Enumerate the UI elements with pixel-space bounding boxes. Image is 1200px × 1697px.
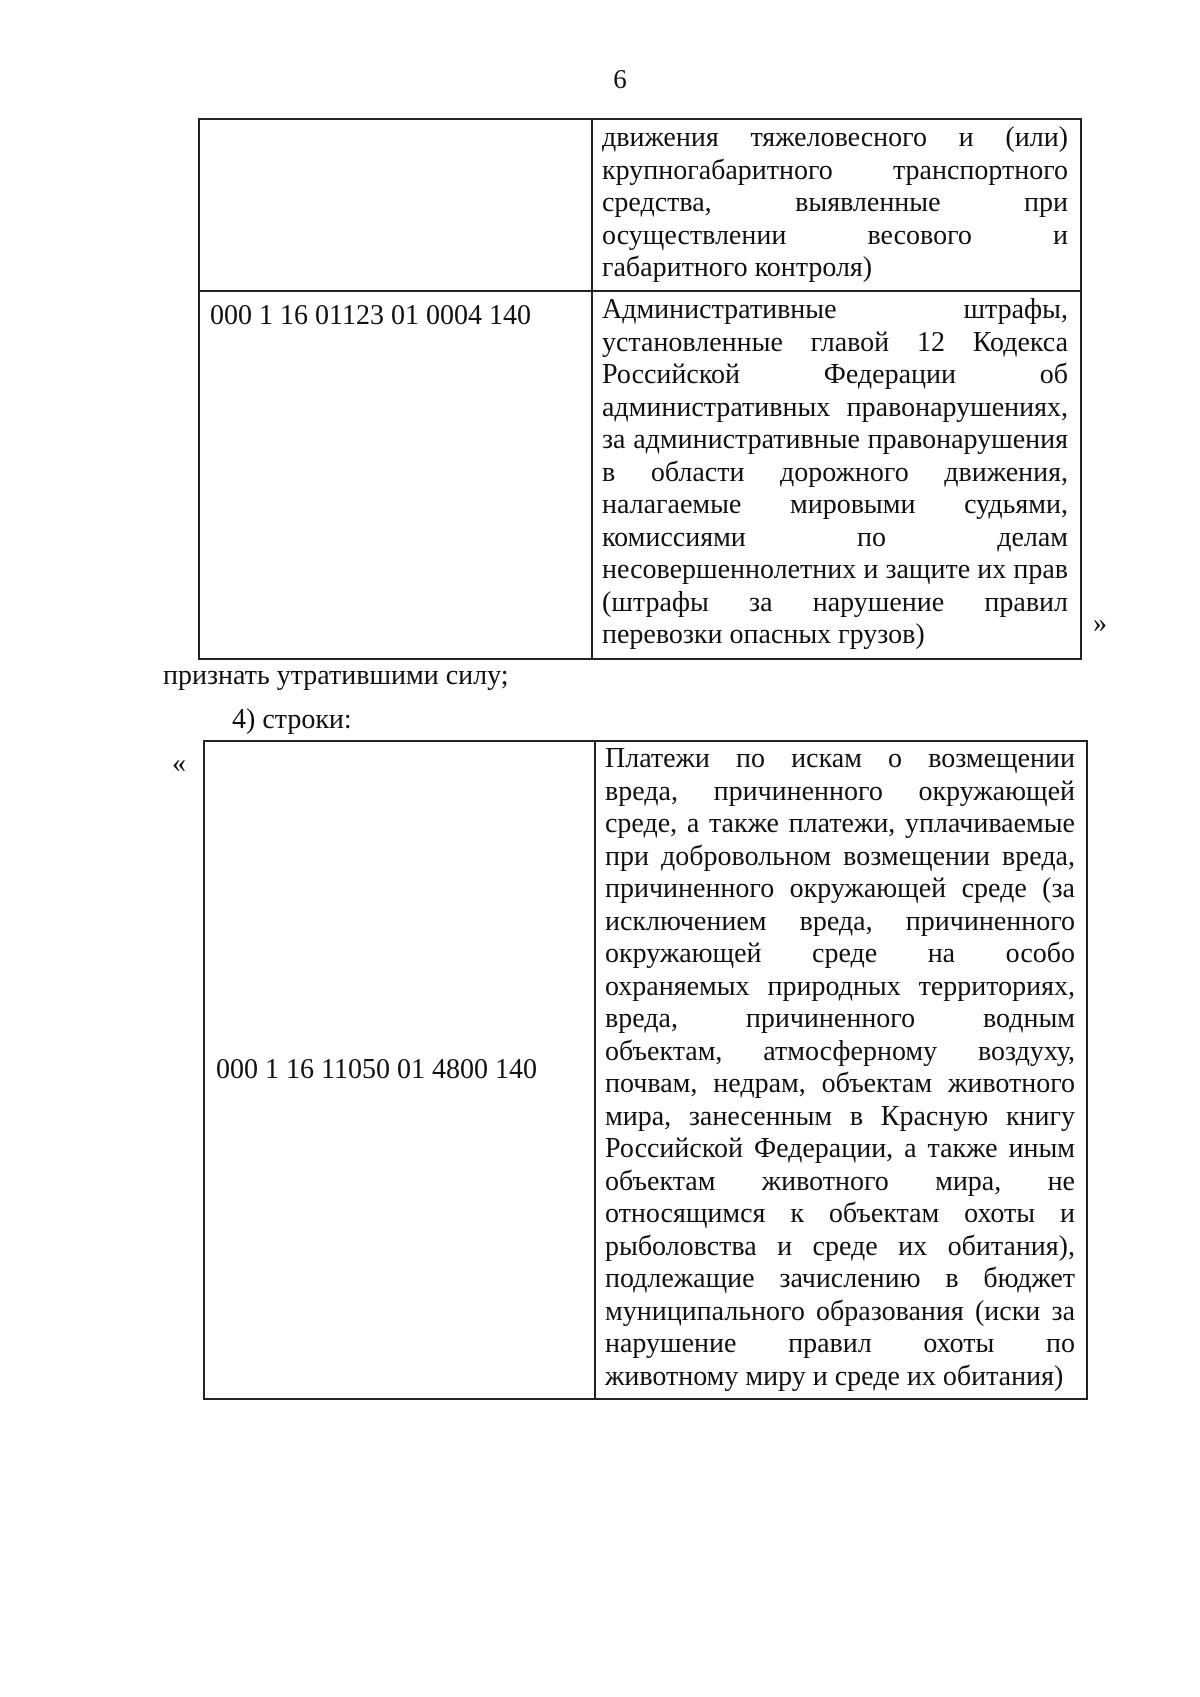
- repeal-text: признать утратившими силу;: [163, 660, 509, 691]
- description-line: почвам, недрам, объектам животного: [605, 1068, 1075, 1099]
- description-line: установленные главой 12 Кодекса: [602, 326, 1068, 358]
- description-line: охраняемых природных территориях,: [605, 970, 1075, 1002]
- description-line: мира, занесенным в Красную книгу: [605, 1100, 1075, 1132]
- description-line: объектам животного мира, не: [605, 1165, 1075, 1197]
- table-row: [199, 119, 1081, 291]
- page-number: 6: [613, 64, 627, 94]
- description-line: вреда, причиненного водным: [605, 1003, 1075, 1034]
- closing-quote: »: [1093, 608, 1107, 639]
- code-cell: 000 1 16 01123 01 0004 140: [199, 291, 592, 659]
- description-cell: [595, 741, 1087, 1399]
- description-line: Российской Федерации об: [602, 359, 1068, 390]
- code-cell: [199, 119, 592, 291]
- description-line: исключением вреда, причиненного: [605, 905, 1075, 937]
- description-line: Платежи по искам о возмещении: [605, 743, 1075, 774]
- description-line: движения тяжеловесного и (или): [602, 122, 1068, 153]
- description-line: административных правонарушениях,: [602, 391, 1068, 423]
- description-line: при добровольном возмещении вреда,: [605, 840, 1075, 872]
- description-line: животному миру и среде их обитания): [605, 1360, 1064, 1392]
- description-line: рыболовства и среде их обитания),: [605, 1230, 1075, 1262]
- description-line: среде, а также платежи, уплачиваемые: [605, 808, 1075, 839]
- description-line: Административные штрафы,: [602, 294, 1068, 325]
- description-cell: [592, 291, 1081, 659]
- description-line: комиссиями по делам: [602, 521, 1068, 553]
- description-line: относящимся к объектам охоты и: [605, 1198, 1075, 1229]
- table-budget-codes-continued: [198, 118, 1082, 660]
- description-line: (штрафы за нарушение правил: [602, 586, 1068, 618]
- description-line: подлежащие зачислению в бюджет: [605, 1263, 1075, 1294]
- description-line: Российской Федерации, а также иным: [605, 1133, 1075, 1164]
- opening-quote: «: [172, 748, 186, 779]
- description-line: в области дорожного движения,: [602, 456, 1068, 488]
- description-line: причиненного окружающей среде (за: [605, 873, 1075, 904]
- code-cell: 000 1 16 11050 01 4800 140: [204, 741, 595, 1399]
- table-budget-codes-item-4: [203, 740, 1088, 1400]
- description-line: перевозки опасных грузов): [602, 619, 925, 650]
- description-line: муниципального образования (иски за: [605, 1295, 1075, 1327]
- description-line: средства, выявленные при: [602, 187, 1068, 218]
- table-row: [204, 741, 1087, 1399]
- description-line: окружающей среде на особо: [605, 938, 1075, 969]
- description-line: налагаемые мировыми судьями,: [602, 489, 1068, 520]
- description-line: за административные правонарушения: [602, 424, 1068, 455]
- description-line: нарушение правил охоты по: [605, 1328, 1075, 1359]
- description-line: габаритного контроля): [602, 252, 873, 283]
- description-line: вреда, причиненного окружающей: [605, 775, 1075, 807]
- table-row: [199, 291, 1081, 659]
- description-line: осуществлении весового и: [602, 219, 1068, 251]
- description-line: несовершеннолетних и защите их прав: [602, 554, 1068, 585]
- description-line: крупногабаритного транспортного: [602, 154, 1068, 186]
- description-cell: [592, 119, 1081, 291]
- description-line: объектам, атмосферному воздуху,: [605, 1035, 1075, 1067]
- item-4-label: 4) строки:: [232, 704, 352, 735]
